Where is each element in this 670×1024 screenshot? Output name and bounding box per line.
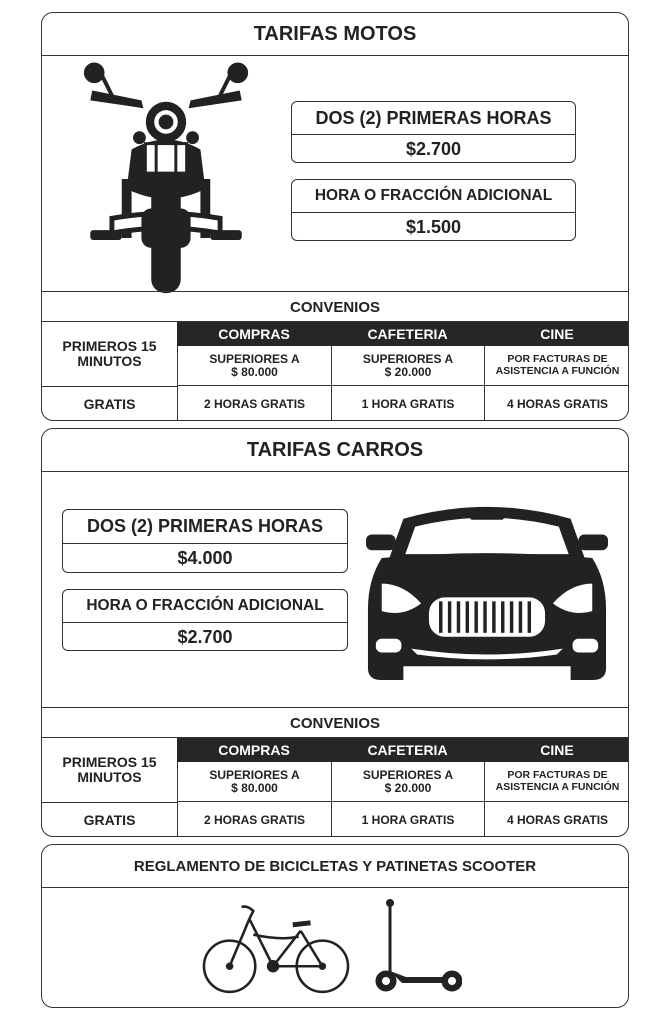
carros-conv-benefit-compras: 2 HORAS GRATIS xyxy=(177,802,331,837)
carros-conv-divider xyxy=(42,802,177,803)
carros-title: TARIFAS CARROS xyxy=(42,429,628,472)
carros-conv-condition-cine: POR FACTURAS DE ASISTENCIA A FUNCIÓN xyxy=(484,762,629,802)
motos-convenios-title: CONVENIOS xyxy=(42,291,628,322)
carros-conv-condition-cafeteria: SUPERIORES A $ 20.000 xyxy=(331,762,484,802)
motos-conv-header-cine: CINE xyxy=(484,322,629,346)
motos-conv-benefit-cafeteria: 1 HORA GRATIS xyxy=(331,386,484,421)
motos-conv-condition-compras: SUPERIORES A $ 80.000 xyxy=(177,346,331,386)
carros-conv-row-label-1: PRIMEROS 15 MINUTOS xyxy=(62,754,157,785)
carros-conv-header-cine: CINE xyxy=(484,738,629,762)
bicycle-icon xyxy=(202,901,350,995)
carros-conv-condition-compras: SUPERIORES A $ 80.000 xyxy=(177,762,331,802)
carros-conv-benefit-cine: 4 HORAS GRATIS xyxy=(484,802,629,837)
motos-conv-benefit-compras: 2 HORAS GRATIS xyxy=(177,386,331,421)
motos-first-hours-label: DOS (2) PRIMERAS HORAS xyxy=(292,102,575,135)
bicicletas-title: REGLAMENTO DE BICICLETAS Y PATINETAS SCOOTER xyxy=(42,845,628,888)
motos-conv-benefit-cine: 4 HORAS GRATIS xyxy=(484,386,629,421)
motos-convenios-table xyxy=(42,321,628,421)
carros-conv-benefit-cafeteria: 1 HORA GRATIS xyxy=(331,802,484,837)
carros-convenios-table xyxy=(42,737,628,837)
motos-additional-box xyxy=(291,179,576,241)
carros-additional-box xyxy=(62,589,348,651)
motos-additional-price: $1.500 xyxy=(405,216,462,237)
carros-additional-price: $2.700 xyxy=(177,626,233,647)
motorcycle-icon xyxy=(82,61,250,297)
carros-conv-row-label-2: GRATIS xyxy=(83,812,136,829)
bicicletas-panel xyxy=(41,844,629,1008)
carros-panel xyxy=(41,428,629,837)
carros-conv-header-compras: COMPRAS xyxy=(177,738,331,762)
motos-conv-row-label-1: PRIMEROS 15 MINUTOS xyxy=(62,338,157,369)
carros-additional-label: HORA O FRACCIÓN ADICIONAL xyxy=(63,590,347,623)
motos-conv-header-compras: COMPRAS xyxy=(177,322,331,346)
motos-conv-divider xyxy=(42,386,177,387)
motos-conv-row-label-2: GRATIS xyxy=(83,396,136,413)
motos-conv-condition-cine: POR FACTURAS DE ASISTENCIA A FUNCIÓN xyxy=(484,346,629,386)
motos-title: TARIFAS MOTOS xyxy=(42,13,628,56)
carros-convenios-title: CONVENIOS xyxy=(42,707,628,738)
carros-first-hours-price: $4.000 xyxy=(177,548,233,568)
motos-conv-header-cafeteria: CAFETERIA xyxy=(331,322,484,346)
motos-panel xyxy=(41,12,629,421)
car-icon xyxy=(364,501,610,683)
carros-conv-header-cafeteria: CAFETERIA xyxy=(331,738,484,762)
motos-first-hours-price: $2.700 xyxy=(405,138,462,159)
scooter-icon xyxy=(372,897,462,997)
motos-additional-label: HORA O FRACCIÓN ADICIONAL xyxy=(292,180,575,213)
motos-first-hours-box xyxy=(291,101,576,163)
carros-first-hours-box xyxy=(62,509,348,573)
motos-conv-condition-cafeteria: SUPERIORES A $ 20.000 xyxy=(331,346,484,386)
carros-first-hours-label: DOS (2) PRIMERAS HORAS xyxy=(63,510,347,544)
